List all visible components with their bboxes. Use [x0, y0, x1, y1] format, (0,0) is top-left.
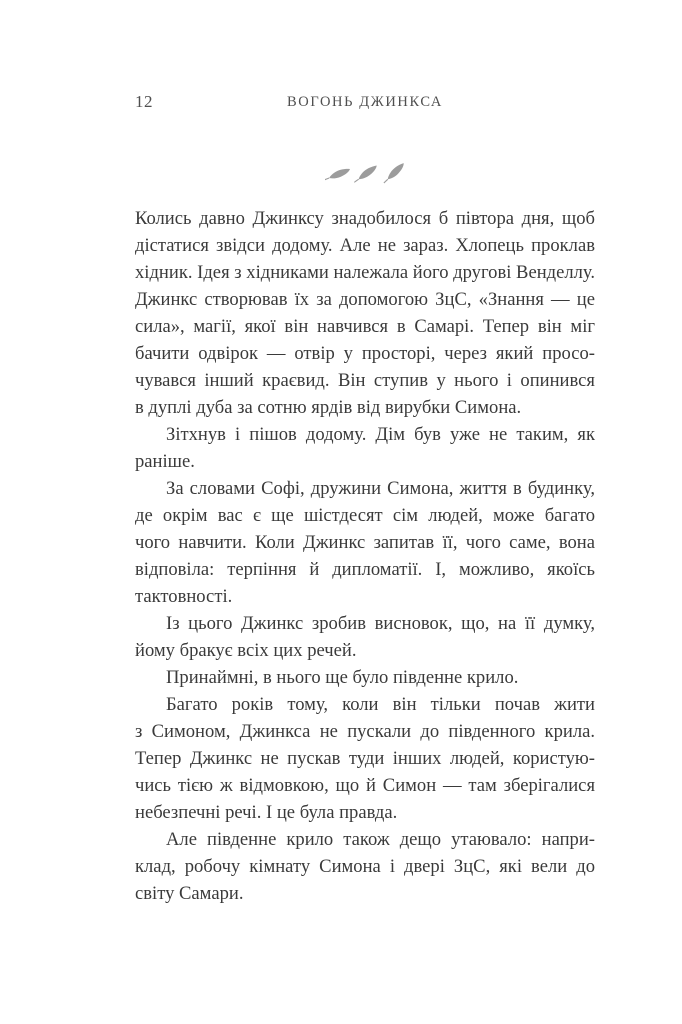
page-number: 12: [135, 92, 153, 111]
text-line: дістатися звідси додому. Але не зараз. Хлопець проклав: [135, 235, 595, 256]
text-line: небезпечні речі. І це була правда.: [135, 802, 398, 823]
text-line: Тепер Джинкс не пускав туди інших людей, користую-: [135, 748, 595, 769]
running-head: [135, 92, 595, 114]
text-line: тактовності.: [135, 586, 233, 607]
paragraph: [135, 610, 595, 664]
text-line: Багато років тому, коли він тільки почав жити: [166, 694, 595, 715]
running-title: ВОГОНЬ ДЖИНКСА: [286, 94, 443, 110]
text-line: світу Самари.: [135, 883, 244, 904]
text-line: сила», магії, якої він навчився в Самарі. Тепер він міг: [135, 316, 595, 337]
text-line: Колись давно Джинксу знадобилося б півтора дня, щоб: [135, 208, 595, 229]
paragraph: [135, 664, 595, 691]
text-line: Принаймні, в нього ще було південне крило.: [166, 667, 519, 688]
body-text: [135, 205, 595, 907]
text-line: Але південне крило також дещо утаювало: напри-: [166, 829, 595, 850]
text-line: чого навчити. Коли Джинкс запитав її, чого саме, вона: [135, 532, 595, 553]
leaf-ornament-icon: [135, 161, 595, 187]
text-line: Із цього Джинкс зробив висновок, що, на її думку,: [166, 613, 595, 634]
text-line: клад, робочу кімнату Симона і двері ЗцС, які вели до: [135, 856, 595, 877]
text-line: йому бракує всіх цих речей.: [135, 640, 357, 661]
text-line: бачити одвірок — отвір у просторі, через який просо-: [135, 343, 595, 364]
text-line: За словами Софі, дружини Симона, життя в будинку,: [166, 478, 595, 499]
text-line: де окрім вас є ще шістдесят сім людей, може багато: [135, 505, 595, 526]
text-line: в дуплі дуба за сотню ярдів від вирубки Симона.: [135, 397, 522, 418]
text-line: з Симоном, Джинкса не пускали до південного крила.: [135, 721, 595, 742]
text-line: хідник. Ідея з хідниками належала його другові Венделлу.: [135, 262, 595, 283]
text-line: Зітхнув і пішов додому. Дім був уже не таким, як: [166, 424, 595, 445]
text-line: чувався інший краєвид. Він ступив у нього і опинився: [135, 370, 595, 391]
text-line: відповіла: терпіння й дипломатії. І, можливо, якоїсь: [135, 559, 595, 580]
text-line: раніше.: [135, 451, 195, 472]
paragraph: [135, 421, 595, 475]
text-line: Джинкс створював їх за допомогою ЗцС, «Знання — це: [135, 289, 595, 310]
paragraph: [135, 691, 595, 826]
paragraph: [135, 205, 595, 421]
paragraph: [135, 475, 595, 610]
text-line: чись тією ж відмовкою, що й Симон — там зберігалися: [135, 775, 595, 796]
paragraph: [135, 826, 595, 907]
